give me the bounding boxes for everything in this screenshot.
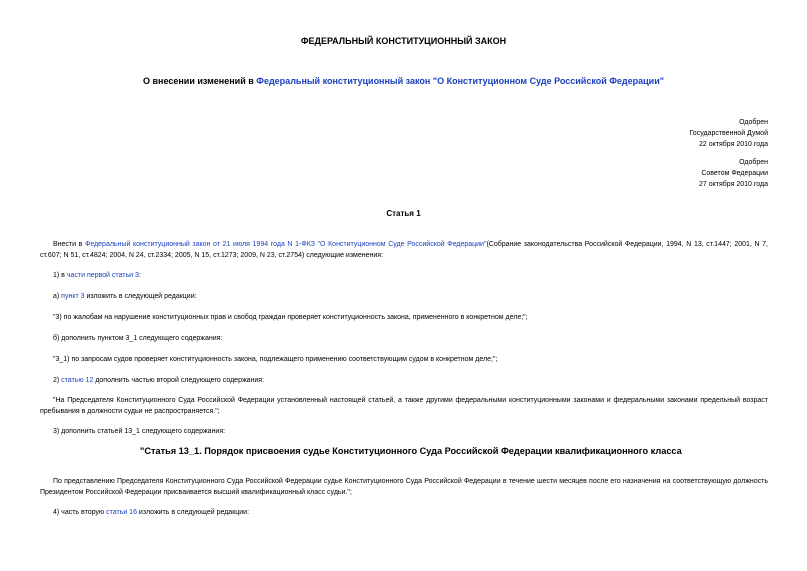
item-1-suffix: : bbox=[138, 272, 141, 279]
item-2 bbox=[40, 375, 768, 386]
subtitle-prefix: О внесении изменений в bbox=[142, 76, 257, 86]
item-a-prefix: а) bbox=[53, 293, 62, 300]
quote-2: "На Председателя Конституционного Суда Российской Федерации установленный настоящей статьей, а также другими федеральными конституционными законами и федеральными законами предельный возраст пребывания в должности судьи не распространяется."; bbox=[40, 397, 768, 415]
document-title: ФЕДЕРАЛЬНЫЙ КОНСТИТУЦИОННЫЙ ЗАКОН bbox=[300, 36, 507, 46]
item-1 bbox=[40, 270, 768, 281]
item-2-link[interactable]: статью 12 bbox=[61, 377, 94, 384]
approval-duma-line3: 22 октября 2010 года bbox=[699, 141, 768, 148]
intro-prefix: Внести в bbox=[53, 241, 86, 248]
item-1-link[interactable]: части первой статьи 3 bbox=[66, 272, 139, 279]
approval-duma-line2: Государственной Думой bbox=[689, 130, 768, 137]
article-1-intro bbox=[40, 239, 768, 261]
intro-law-link[interactable]: Федеральный конституционный закон от 21 июля 1994 года N 1-ФКЗ "О Конституционном Суде Российской Федерации" bbox=[85, 241, 487, 248]
item-a-suffix: изложить в следующей редакции: bbox=[84, 293, 197, 300]
law-link[interactable]: Федеральный конституционный закон "О Конституционном Суде Российской Федерации" bbox=[256, 76, 665, 86]
approval-council-line1: Одобрен bbox=[739, 159, 768, 166]
quote-a: "3) по жалобам на нарушение конституционных прав и свобод граждан проверяет конституционность закона, примененного в конкретном деле;"; bbox=[53, 314, 528, 321]
item-4-prefix: 4) часть вторую bbox=[53, 509, 107, 516]
document-subtitle bbox=[0, 76, 807, 86]
item-3: 3) дополнить статьей 13_1 следующего содержания: bbox=[53, 428, 226, 435]
item-4-link[interactable]: статьи 16 bbox=[106, 509, 137, 516]
article-13-1-text: По представлению Председателя Конституционного Суда Российской Федерации судье Конституционного Суда Российской Федерации в течение шести месяцев после его назначения на соответствующую должность Президентом Российской Федерации присваивается высший квалификационный класс судьи."; bbox=[40, 478, 768, 496]
item-1-prefix: 1) в bbox=[53, 272, 67, 279]
item-4-suffix: изложить в следующей редакции: bbox=[136, 509, 250, 516]
item-4 bbox=[40, 507, 768, 518]
quote-b: "3_1) по запросам судов проверяет конституционность закона, подлежащего применению соответствующим судом в конкретном деле;"; bbox=[53, 356, 498, 363]
item-2-prefix: 2) bbox=[53, 377, 62, 384]
approval-council bbox=[699, 157, 768, 190]
approval-council-line3: 27 октября 2010 года bbox=[699, 181, 768, 188]
article-1-title: Статья 1 bbox=[386, 209, 421, 218]
item-b: б) дополнить пунктом 3_1 следующего содержания: bbox=[53, 335, 223, 342]
approval-duma bbox=[689, 117, 768, 150]
approval-council-line2: Советом Федерации bbox=[701, 170, 768, 177]
item-a bbox=[40, 291, 768, 302]
article-13-1-title: "Статья 13_1. Порядок присвоения судье Конституционного Суда Российской Федерации квалификационного класса bbox=[140, 446, 682, 456]
intro-suffix: (Собрание законодательства Российской Федерации, 1994, N 13, ст.1447; 2001, N 7, ст.607; N 51, ст.4824; 2004, N 24, ст.2334; 2005, N 15, ст.1273; 2009, N 23, ст.2754) следующие изменения: bbox=[40, 241, 768, 259]
item-2-suffix: дополнить частью второй следующего содержания: bbox=[93, 377, 265, 384]
item-a-link[interactable]: пункт 3 bbox=[61, 293, 85, 300]
approval-duma-line1: Одобрен bbox=[739, 119, 768, 126]
